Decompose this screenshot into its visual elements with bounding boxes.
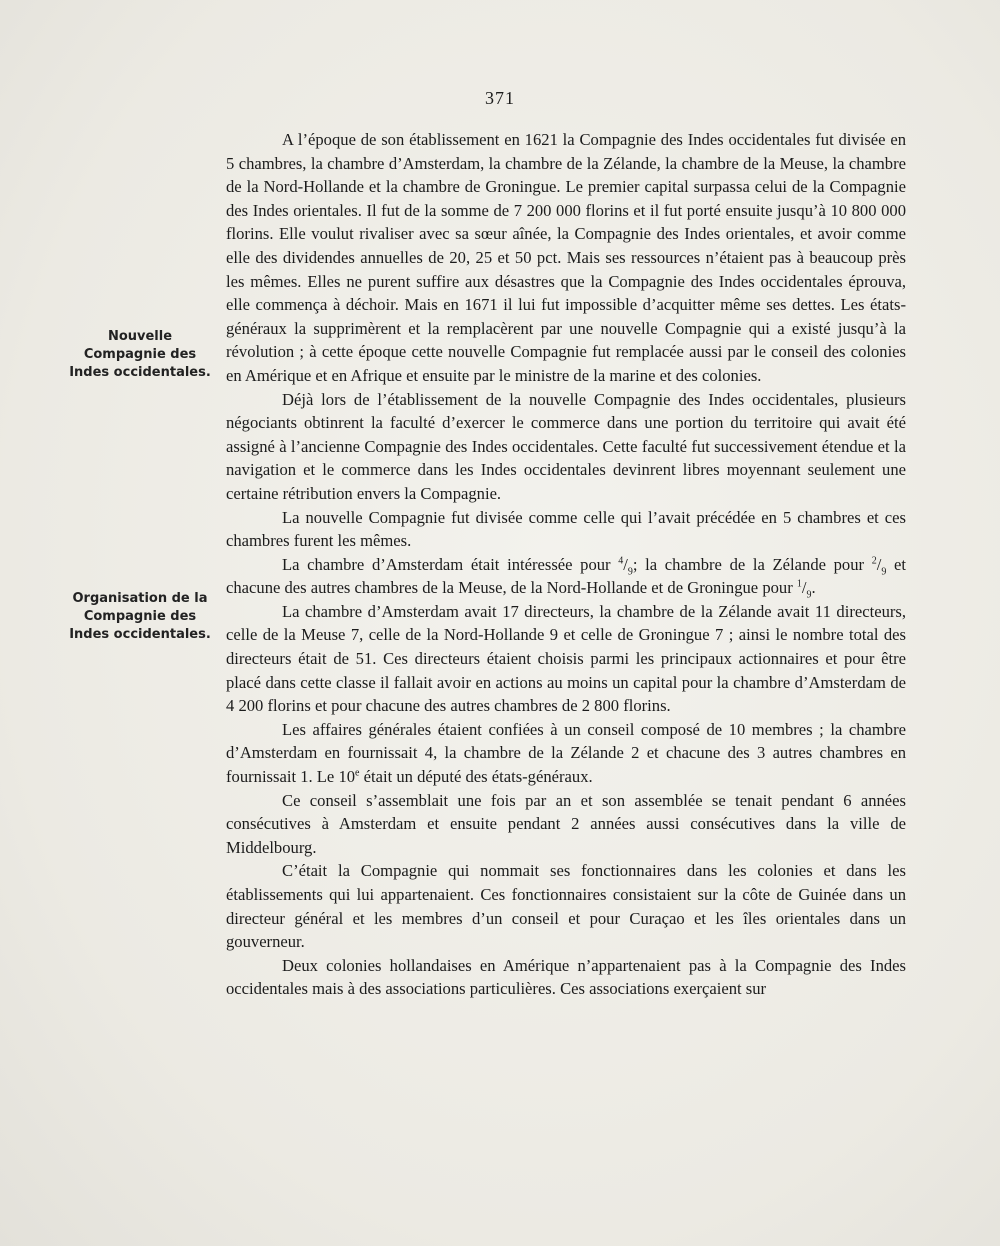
margin-note-line: Indes occidentales.	[69, 365, 211, 380]
paragraph-text: ; la chambre de la Zélande pour	[632, 554, 872, 574]
paragraph-text: et chacune des autres chambres de la Meuse, de la Nord-Hollande et de Groningue pour	[226, 554, 906, 598]
paragraph: Ce conseil s’assemblait une fois par an et son assemblée se tenait pendant 6 années consécutives à Amsterdam et ensuite pendant 2 années aussi consécutives dans la ville de Middelbourg.	[226, 790, 906, 857]
paragraph: La chambre d’Amsterdam était intéressée pour $^4/_9$; la chambre de la Zélande pour $^2/_9$ et chacune des autres chambres de la Meuse, de la Nord-Hollande et de Groningue pour $^1/_9$.	[226, 554, 906, 601]
fraction-denominator: 9	[806, 589, 812, 601]
fraction-numerator: 1	[796, 578, 802, 590]
paragraph: C’était la Compagnie qui nommait ses fonctionnaires dans les colonies et dans les établissements qui lui appartenaient. Ces fonctionnaires consistaient sur la côte de Guinée dans un directeur général et les membres d’un conseil et pour Curaçao et les îles orientales dans un gouverneur.	[226, 861, 906, 952]
paragraph-text: était un député des états-généraux.	[359, 767, 593, 787]
margin-note-line: Nouvelle	[107, 329, 173, 344]
paragraph: Deux colonies hollandaises en Amérique n’appartenaient pas à la Compagnie des Indes occidentales mais à des associations particulières. Ces associations exerçaient sur	[226, 955, 906, 999]
fraction-numerator: 2	[871, 555, 877, 567]
paragraph-text: Les affaires générales étaient confiées à un conseil composé de 10 membres ; la chambre d’Amsterdam en fournissait 4, la chambre de la Zélande 2 et chacune des 3 autres chambres en fournissait 1. Le 10	[226, 719, 906, 787]
margin-note-organisation	[62, 590, 218, 644]
paragraph: La chambre d’Amsterdam avait 17 directeurs, la chambre de la Zélande avait 11 directeurs, celle de la Meuse 7, celle de la Nord-Hollande 9 et celle de Groningue 7 ; ainsi le nombre total des directeurs était de 51. Ces directeurs étaient choisis parmi les principaux actionnaires et pour être placé dans cette classe il fallait avoir en actions au moins un capital pour la chambre d’Amsterdam de 4 200 florins et pour chacune des autres chambres de 2 800 florins.	[226, 601, 906, 716]
paragraph	[226, 718, 906, 789]
paragraph-text: La chambre d’Amsterdam était intéressée pour	[282, 554, 619, 574]
paragraph: A l’époque de son établissement en 1621 la Compagnie des Indes occidentales fut divisée en 5 chambres, la chambre d’Amsterdam, la chambre de la Zélande, la chambre de la Meuse, la chambre de la Nord-Hollande et la chambre de Groningue. Le premier capital surpassa celui de la Compagnie des Indes orientales. Il fut de la somme de 7 200 000 florins et il fut porté ensuite jusqu’à 10 800 000 florins. Elle voulut rivaliser avec sa sœur aînée, la Compagnie des Indes orientales, et avoir comme elle des dividendes annuelles de 20, 25 et 50 pct. Mais ses ressources n’étaient pas à beaucoup près les mêmes. Elles ne purent suffire aux désastres que la Compagnie des Indes occidentales éprouva, elle commença à déchoir. Mais en 1671 il lui fut impossible d’acquitter même ses dettes. Les états-généraux la supprimèrent et la remplacèrent par une nouvelle Compagnie qui a existé jusqu’à la révolution ; à cette époque cette nouvelle Compagnie fut remplacée aussi par le conseil des colonies en Amérique et en Afrique et ensuite par le ministre de la marine et des colonies.	[226, 130, 906, 385]
fraction-denominator: 9	[881, 566, 887, 577]
paragraph: Déjà lors de l’établissement de la nouvelle Compagnie des Indes occidentales, plusieurs négociants obtinrent la faculté d’exercer le commerce dans une portion du territoire qui avait été assigné à l’ancienne Compagnie des Indes occidentales. Cette faculté fut successivement étendue et la navigation et le commerce dans les Indes occidentales devinrent libres moyennant seulement une certaine rétribution envers la Compagnie.	[226, 389, 906, 503]
fraction-numerator: 4	[618, 555, 624, 567]
page-number: 371	[485, 88, 515, 108]
margin-note-nouvelle-compagnie	[62, 328, 218, 382]
margin-note-line: Compagnie des	[83, 609, 197, 624]
paragraph: La nouvelle Compagnie fut divisée comme celle qui l’avait précédée en 5 chambres et ces chambres furent les mêmes.	[226, 507, 906, 551]
margin-note-line: Organisation de la	[72, 591, 208, 606]
main-text	[226, 128, 906, 1001]
margin-note-line: Indes occidentales.	[69, 627, 211, 642]
ordinal-superscript: e	[355, 767, 360, 779]
paragraph-text: .	[811, 578, 816, 598]
margin-note-line: Compagnie des	[83, 347, 197, 362]
fraction-denominator: 9	[627, 566, 633, 577]
